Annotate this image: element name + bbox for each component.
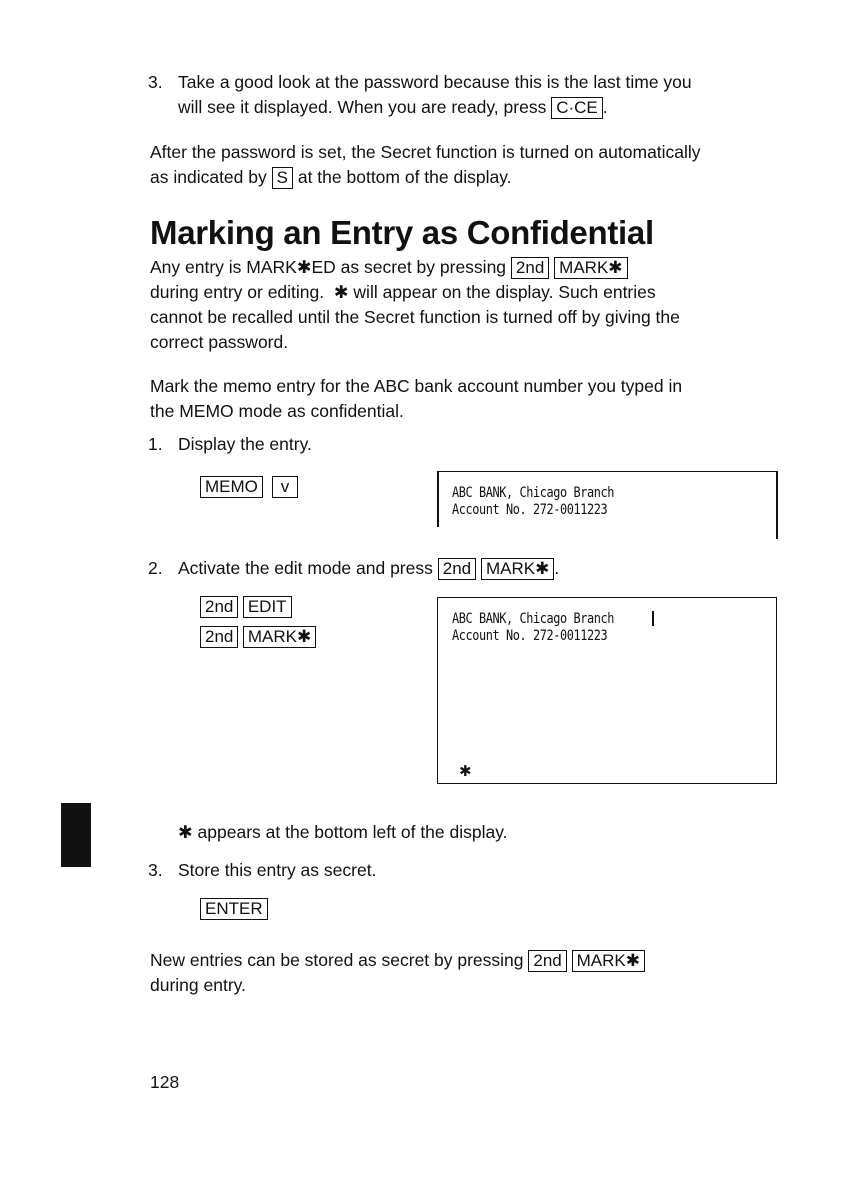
step1-text: Display the entry. (178, 434, 312, 454)
step2-keys-row1 (200, 596, 292, 618)
enter-key: ENTER (200, 898, 268, 920)
after-para-line2-tail: at the bottom of the display. (297, 167, 512, 187)
2nd-key: 2nd (200, 596, 238, 618)
page-number: 128 (150, 1072, 180, 1092)
step3-top-number: 3. (148, 72, 163, 92)
step2-text: Activate the edit mode and press (178, 558, 433, 578)
display1-line1: ABC BANK, Chicago Branch (452, 485, 614, 501)
mark-key: MARK✱ (572, 950, 645, 972)
final-para-line2: during entry. (150, 975, 246, 995)
mark-para-line2: the MEMO mode as confidential. (150, 401, 404, 421)
intro-line4: correct password. (150, 332, 289, 352)
display2-cursor (652, 611, 654, 626)
star-note-text: appears at the bottom left of the display. (197, 822, 508, 842)
step3-top-period: . (602, 97, 608, 117)
step3-top-line1: Take a good look at the password because this is the last time you (178, 72, 692, 92)
display1-frame-right (776, 471, 778, 539)
display1-frame-left (437, 471, 439, 527)
section-tab-marker (61, 803, 91, 867)
2nd-key: 2nd (438, 558, 476, 580)
section-heading: Marking an Entry as Confidential (150, 214, 654, 251)
after-para-line1: After the password is set, the Secret function is turned on automatically (150, 142, 701, 162)
step2-line (178, 556, 559, 581)
final-para-line1 (150, 948, 645, 973)
step3-top-line2-text: will see it displayed. When you are ready, press (178, 97, 547, 117)
mark-key: MARK✱ (554, 257, 627, 279)
mark-key: MARK✱ (481, 558, 554, 580)
after-para-line2 (150, 165, 512, 190)
2nd-key: 2nd (528, 950, 566, 972)
step3-top-line2 (178, 95, 608, 120)
2nd-key: 2nd (200, 626, 238, 648)
edit-key: EDIT (243, 596, 292, 618)
down-key: v (272, 476, 299, 498)
display2-line1: ABC BANK, Chicago Branch (452, 611, 614, 627)
star-note (178, 820, 508, 845)
step3-text: Store this entry as secret. (178, 860, 377, 880)
s-key: S (272, 167, 293, 189)
after-para-line2-text: as indicated by (150, 167, 267, 187)
step1-number: 1. (148, 434, 163, 454)
intro-line1-text: Any entry is MARK✱ED as secret by pressing (150, 257, 507, 277)
intro-line2 (150, 280, 656, 305)
step2-number: 2. (148, 558, 163, 578)
star-symbol: ✱ (333, 282, 349, 302)
secret-indicator: ✱ (459, 763, 472, 780)
memo-key: MEMO (200, 476, 263, 498)
step3-keys (200, 898, 268, 920)
intro-line2-tail: will appear on the display. Such entries (353, 282, 656, 302)
cce-key: C·CE (551, 97, 603, 119)
mark-para-line1: Mark the memo entry for the ABC bank account number you typed in (150, 376, 683, 396)
2nd-key: 2nd (511, 257, 549, 279)
display2-line2: Account No. 272-0011223 (452, 628, 608, 644)
display1-frame-top (437, 471, 777, 472)
intro-line1 (150, 255, 628, 280)
final-para-line1-text: New entries can be stored as secret by pressing (150, 950, 524, 970)
intro-line2-text: during entry or editing. (150, 282, 325, 302)
step1-keys (200, 476, 298, 498)
star-symbol: ✱ (178, 822, 193, 842)
intro-line3: cannot be recalled until the Secret function is turned off by giving the (150, 307, 680, 327)
step3-number: 3. (148, 860, 163, 880)
step2-period: . (554, 558, 560, 578)
display1-line2: Account No. 272-0011223 (452, 502, 608, 518)
mark-key: MARK✱ (243, 626, 316, 648)
step2-keys-row2 (200, 626, 316, 648)
